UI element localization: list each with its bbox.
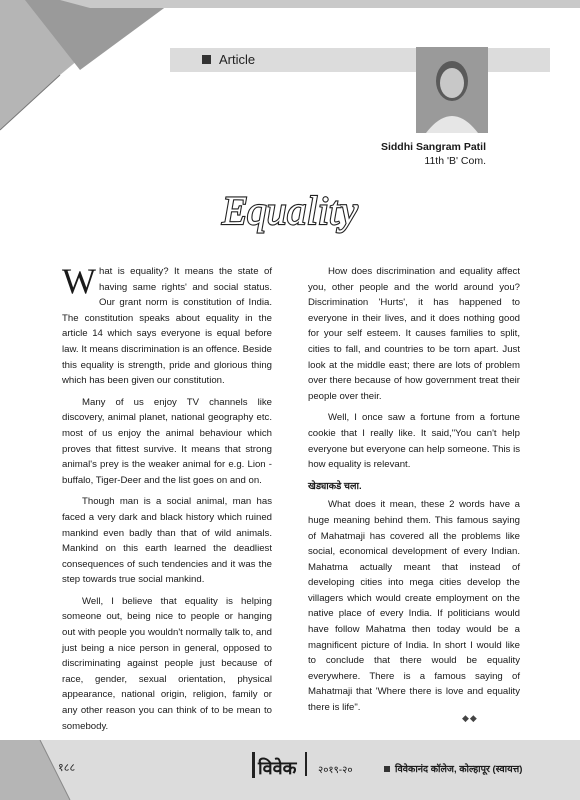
section-label: Article bbox=[219, 52, 256, 67]
article-title-text: Equality bbox=[222, 188, 358, 233]
magazine-logo: विवेक bbox=[258, 758, 297, 778]
author-name: Siddhi Sangram Patil bbox=[380, 141, 486, 153]
article-paragraph: Well, I once saw a fortune from a fortune cookie that I really like. It said,"You can't help everyone but everyone can help someone. This is how equality is relevant. bbox=[308, 412, 520, 471]
article-subheading: खेड्याकडे चला. bbox=[308, 480, 362, 492]
article-title bbox=[215, 182, 365, 240]
author-class: 11th 'B' Com. bbox=[424, 155, 486, 167]
square-bullet-icon bbox=[202, 55, 211, 64]
article-paragraph: What does it mean, these 2 words have a huge meaning behind them. This famous saying of Mahatmaji has covered all the problems like social, economical development of every Indian. Mahatma actually meant that instead of developing cities into mega cities develop the villagers which would create employment on the native place of every India. If politicians would have follow Mahatma then today would be a magnificent picture of India. In short I would like to conclude that there would be equality everywhere. There is a famous saying of Mahatmaji that 'Where there is love and equality there is life". bbox=[308, 499, 520, 714]
article-paragraph: Though man is a social animal, man has faced a very dark and black history which ruined mankind even badly than that of wild animals. Mankind on this earth learned the deadliest consequences of such tendencies and it was the step towards true social mankind. bbox=[62, 496, 272, 586]
article-paragraph: Well, I believe that equality is helping someone out, being nice to people or hanging out with people you wouldn't normally talk to, and just being a nice person in general, opposed to discriminating against people just because of race, gender, sexual orientation, physical appearance, national origin, religion, family or any other reason you can think of to be mean to somebody. bbox=[62, 595, 272, 732]
article-column-right bbox=[308, 264, 520, 722]
article-paragraph: Many of us enjoy TV channels like discovery, animal planet, national geography etc. most of us enjoy the animal behaviour which proves that fittest survive. It means that strong animal's prey is the weaker animal for e.g. Lion - buffalo, Tiger-Deer and the list goes on and on. bbox=[62, 396, 272, 486]
article-paragraph: What is equality? It means the state of having same rights' and social status. Our grant norm is constitution of India. The constitution speaks about equality in the article 14 which says everyone is equal before law. It means discrimination is an offence. Beside this equality is strength, pride and glorious thing which has been given our constitution. bbox=[62, 261, 272, 387]
logo-divider-left bbox=[252, 752, 255, 778]
author-photo bbox=[416, 47, 488, 133]
section-tag bbox=[202, 52, 255, 67]
logo-divider-right bbox=[305, 752, 307, 776]
article-column-left bbox=[62, 261, 272, 740]
article-paragraph: How does discrimination and equality affect you, other people and the world around you? Discrimination 'Hurts', it has happened to everyone in their lives, and it does nothing good for your self esteem. It causes families to split, cities to fall, and countries to be torn apart. Just look at the middle east; there are lots of problem over there because of how government treat their people over their. bbox=[308, 266, 520, 402]
square-bullet-icon bbox=[384, 766, 390, 772]
college-name: विवेकानंद कॉलेज, कोल्हापूर (स्वायत्त) bbox=[384, 762, 522, 775]
drop-cap: W bbox=[62, 261, 96, 301]
issue-year: २०१९-२० bbox=[318, 765, 353, 776]
diamond-ornament-icon: ◆◆ bbox=[462, 713, 478, 723]
page-number: १८८ bbox=[58, 762, 76, 774]
author-block bbox=[381, 140, 486, 168]
